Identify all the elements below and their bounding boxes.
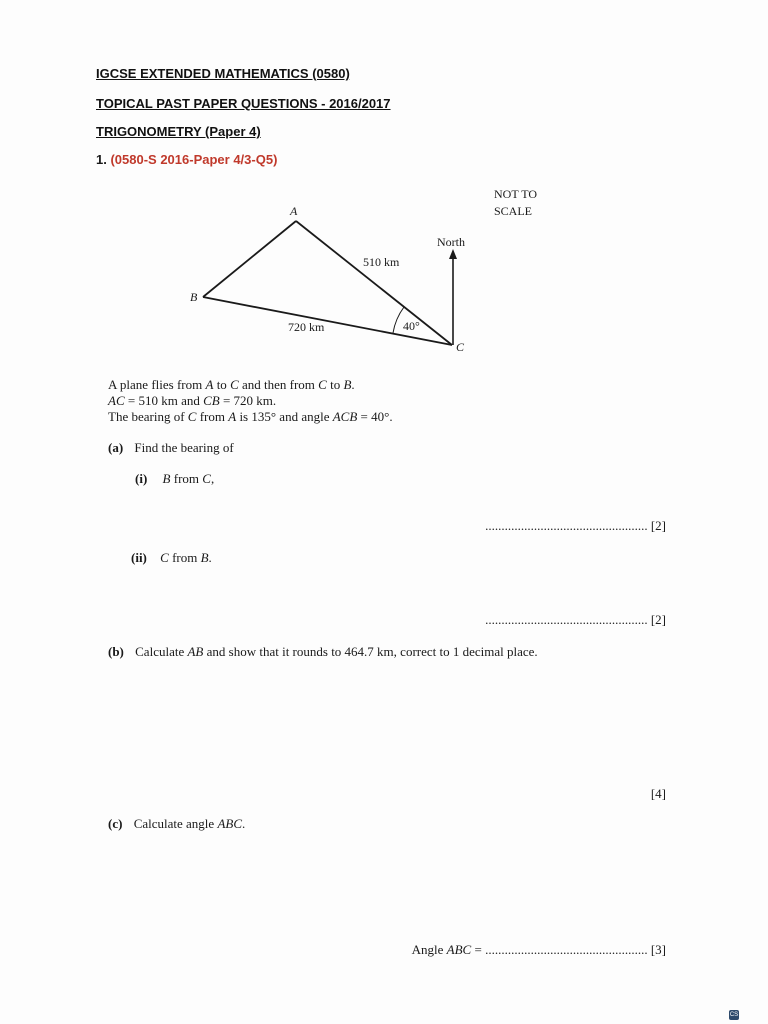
part-a-i (135, 471, 214, 487)
question-number: 1. (96, 152, 107, 167)
stem-var: C (318, 377, 327, 392)
part-a (108, 440, 234, 456)
stem-var: B (343, 377, 352, 392)
stem-var: CB (203, 393, 220, 408)
stem-text: to (213, 377, 231, 392)
ac-length-label: 510 km (363, 255, 400, 269)
edge-ab (203, 221, 296, 297)
answer-line-a-ii[interactable] (485, 612, 666, 628)
answer-var: ABC (446, 942, 472, 957)
stem-var: A (205, 377, 214, 392)
doc-title: IGCSE EXTENDED MATHEMATICS (0580) (96, 66, 350, 81)
scanner-badge-icon: CS (729, 1012, 739, 1018)
part-c (108, 816, 245, 832)
stem-text: from (196, 409, 229, 424)
part-a-label: (a) (108, 440, 124, 455)
not-to-scale-2: SCALE (494, 204, 533, 218)
stem-text: . (351, 377, 355, 392)
cb-length-label: 720 km (288, 320, 325, 334)
stem-line-2 (108, 393, 276, 409)
stem-text: is 135° and angle (236, 409, 333, 424)
part-a-ii-label: (ii) (131, 550, 147, 565)
part-text: and show that it rounds to 464.7 km, correct to 1 decimal place. (203, 644, 538, 659)
part-text: Calculate angle (133, 816, 218, 831)
stem-var: AC (108, 393, 125, 408)
vertex-a-label: A (290, 204, 298, 218)
part-var: ABC (217, 816, 242, 831)
answer-line-a-i[interactable] (485, 518, 666, 534)
stem-text: = 720 km. (219, 393, 277, 408)
answer-line-c[interactable] (412, 942, 666, 958)
part-b (108, 644, 538, 660)
answer-dots: .................................................. (485, 942, 648, 957)
marks: [4] (650, 786, 666, 801)
answer-eq: = (471, 942, 486, 957)
marks: [3] (650, 942, 666, 957)
marks-b (651, 786, 666, 802)
part-var: C (202, 471, 211, 486)
stem-var: A (228, 409, 237, 424)
part-c-label: (c) (108, 816, 123, 831)
answer-dots: .................................................. (485, 518, 648, 533)
vertex-b-label: B (190, 290, 198, 304)
triangle-diagram (0, 0, 768, 380)
part-var: AB (187, 644, 204, 659)
north-label: North (437, 235, 465, 249)
part-text: from (168, 550, 201, 565)
part-b-label: (b) (108, 644, 124, 659)
stem-var: C (187, 409, 197, 424)
part-a-i-label: (i) (135, 471, 148, 486)
part-a-ii (131, 550, 212, 566)
marks: [2] (650, 518, 666, 533)
marks: [2] (650, 612, 666, 627)
answer-dots: .................................................. (485, 612, 648, 627)
north-arrow-icon (449, 249, 457, 259)
part-text: . (208, 550, 212, 565)
answer-prefix: Angle (411, 942, 447, 957)
part-text: from (170, 471, 203, 486)
question-source: (0580-S 2016-Paper 4/3-Q5) (110, 152, 278, 167)
stem-line-3 (108, 409, 393, 425)
stem-text: The bearing of (108, 409, 188, 424)
part-text: . (242, 816, 246, 831)
stem-var: ACB (332, 409, 358, 424)
part-var: C (160, 550, 169, 565)
part-var: B (200, 550, 209, 565)
stem-text: = 510 km and (124, 393, 204, 408)
stem-text: = 40°. (357, 409, 393, 424)
doc-subtitle: TOPICAL PAST PAPER QUESTIONS - 2016/2017 (96, 96, 391, 111)
stem-var: C (230, 377, 239, 392)
part-text: Calculate (135, 644, 188, 659)
vertex-c-label: C (456, 340, 465, 354)
part-a-text: Find the bearing of (134, 440, 234, 455)
stem-line-1 (108, 377, 355, 393)
stem-text: A plane flies from (108, 377, 206, 392)
stem-text: and then from (238, 377, 319, 392)
stem-text: to (326, 377, 344, 392)
not-to-scale-1: NOT TO (494, 187, 538, 201)
angle-c-label: 40° (403, 319, 420, 333)
part-text: , (210, 471, 215, 486)
topic-title: TRIGONOMETRY (Paper 4) (96, 124, 261, 139)
part-var: B (162, 471, 171, 486)
